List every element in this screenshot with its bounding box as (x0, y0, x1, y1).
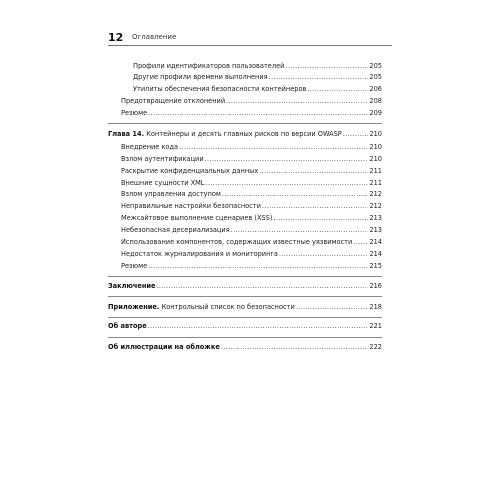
section-divider (108, 296, 382, 297)
toc-entry[interactable] (121, 238, 382, 247)
toc-entry[interactable] (121, 109, 382, 118)
toc-entry[interactable] (121, 143, 382, 152)
toc-entry-page: 213 (369, 226, 382, 234)
toc-entry-page: 206 (369, 85, 382, 93)
toc-entry[interactable] (121, 97, 382, 106)
toc-entry-title: Другие профили времени выполнения (133, 73, 268, 81)
toc-entry-title: Раскрытие конфиденциальных данных (121, 167, 259, 175)
appendix-prefix: Приложение. (108, 303, 160, 311)
section-divider (108, 123, 382, 124)
toc-entry-title: Резюме (121, 262, 148, 270)
toc-chapter-entry[interactable] (108, 343, 382, 352)
toc-entry[interactable] (133, 62, 382, 71)
toc-entry[interactable] (121, 167, 382, 176)
chapter-prefix: Глава 14. (108, 130, 145, 138)
toc-entry-page: 208 (369, 97, 382, 105)
toc-entry-page: 218 (369, 303, 382, 311)
toc-entry-page: 222 (369, 343, 382, 351)
toc-chapter-entry[interactable] (108, 322, 382, 331)
toc-entry-title: Взлом аутентификации (121, 155, 204, 163)
toc-entry-page: 215 (369, 262, 382, 270)
toc-entry-title: Об авторе (108, 322, 147, 330)
toc-entry-page: 210 (369, 130, 382, 138)
leader-dots (179, 143, 368, 152)
toc-entry-page: 210 (369, 143, 382, 151)
toc-entry-title: Использование компонентов, содержащих известные уязвимости (121, 238, 353, 246)
toc-entry[interactable] (121, 214, 382, 223)
toc-entry-title: Контрольный список по безопасности (161, 303, 295, 311)
toc-entry-page: 214 (369, 238, 382, 246)
toc-entry-page: 209 (369, 109, 382, 117)
leader-dots (279, 250, 369, 259)
toc-entry-title: Внешние сущности XML (121, 179, 205, 187)
toc-entry-title: Резюме (121, 109, 148, 117)
toc-entry-title: Заключение (108, 282, 156, 290)
leader-dots (205, 179, 368, 188)
leader-dots (273, 214, 368, 223)
leader-dots (259, 167, 368, 176)
leader-dots (262, 202, 368, 211)
toc-entry-page: 221 (369, 322, 382, 330)
leader-dots (222, 190, 369, 199)
toc-entry[interactable] (133, 85, 382, 94)
leader-dots (221, 343, 369, 352)
toc-entry-title: Утилиты обеспечения безопасности контейнеров (133, 85, 307, 93)
toc-entry[interactable] (133, 73, 382, 82)
section-divider (108, 276, 382, 277)
toc-entry-title: Небезопасная десериализация (121, 226, 230, 234)
leader-dots (205, 155, 369, 164)
toc-entry-page: 214 (369, 250, 382, 258)
leader-dots (353, 238, 368, 247)
leader-dots (231, 226, 369, 235)
toc-entry-title: Взлом управления доступом (121, 190, 221, 198)
running-title: Оглавление (132, 33, 177, 41)
toc-entry-title: Профили идентификаторов пользователей (133, 62, 285, 70)
leader-dots (296, 303, 369, 312)
toc-entry[interactable] (121, 179, 382, 188)
toc-entry[interactable] (121, 226, 382, 235)
toc-chapter-entry[interactable] (108, 282, 382, 291)
toc-entry-page: 211 (369, 167, 382, 175)
toc-entry-page: 216 (369, 282, 382, 290)
leader-dots (285, 62, 368, 71)
toc-entry-title: Предотвращение отклонений (121, 97, 226, 105)
toc-entry[interactable] (121, 262, 382, 271)
toc-entry[interactable] (121, 190, 382, 199)
toc-entry-page: 205 (369, 73, 382, 81)
toc-entry-page: 212 (369, 202, 382, 210)
toc-entry-page: 211 (369, 179, 382, 187)
toc-entry-title: Межсайтовое выполнение сценариев (XSS) (121, 214, 273, 222)
toc-entry-title: Неправильные настройки безопасности (121, 202, 261, 210)
leader-dots (226, 97, 368, 106)
page-number: 12 (108, 31, 124, 44)
toc-entry-title: Контейнеры и десять главных рисков по версии OWASP (146, 130, 342, 138)
leader-dots (269, 73, 369, 82)
section-divider (108, 337, 382, 338)
leader-dots (148, 262, 368, 271)
toc-entry[interactable] (121, 250, 382, 259)
toc-entry-page: 212 (369, 190, 382, 198)
leader-dots (307, 85, 368, 94)
toc-entry-page: 205 (369, 62, 382, 70)
leader-dots (157, 282, 369, 291)
toc-entry-page: 213 (369, 214, 382, 222)
toc-entry-title: Внедрение кода (121, 143, 179, 151)
leader-dots (148, 109, 368, 118)
leader-dots (343, 130, 369, 139)
toc-entry-title: Об иллюстрации на обложке (108, 343, 220, 351)
toc-entry-page: 210 (369, 155, 382, 163)
toc-entry-title: Недостаток журналирования и мониторинга (121, 250, 278, 258)
section-divider (108, 317, 382, 318)
toc-chapter-entry[interactable] (108, 130, 382, 139)
toc-entry[interactable] (121, 202, 382, 211)
leader-dots (148, 322, 369, 331)
toc-entry[interactable] (121, 155, 382, 164)
toc-chapter-entry[interactable] (108, 303, 382, 312)
